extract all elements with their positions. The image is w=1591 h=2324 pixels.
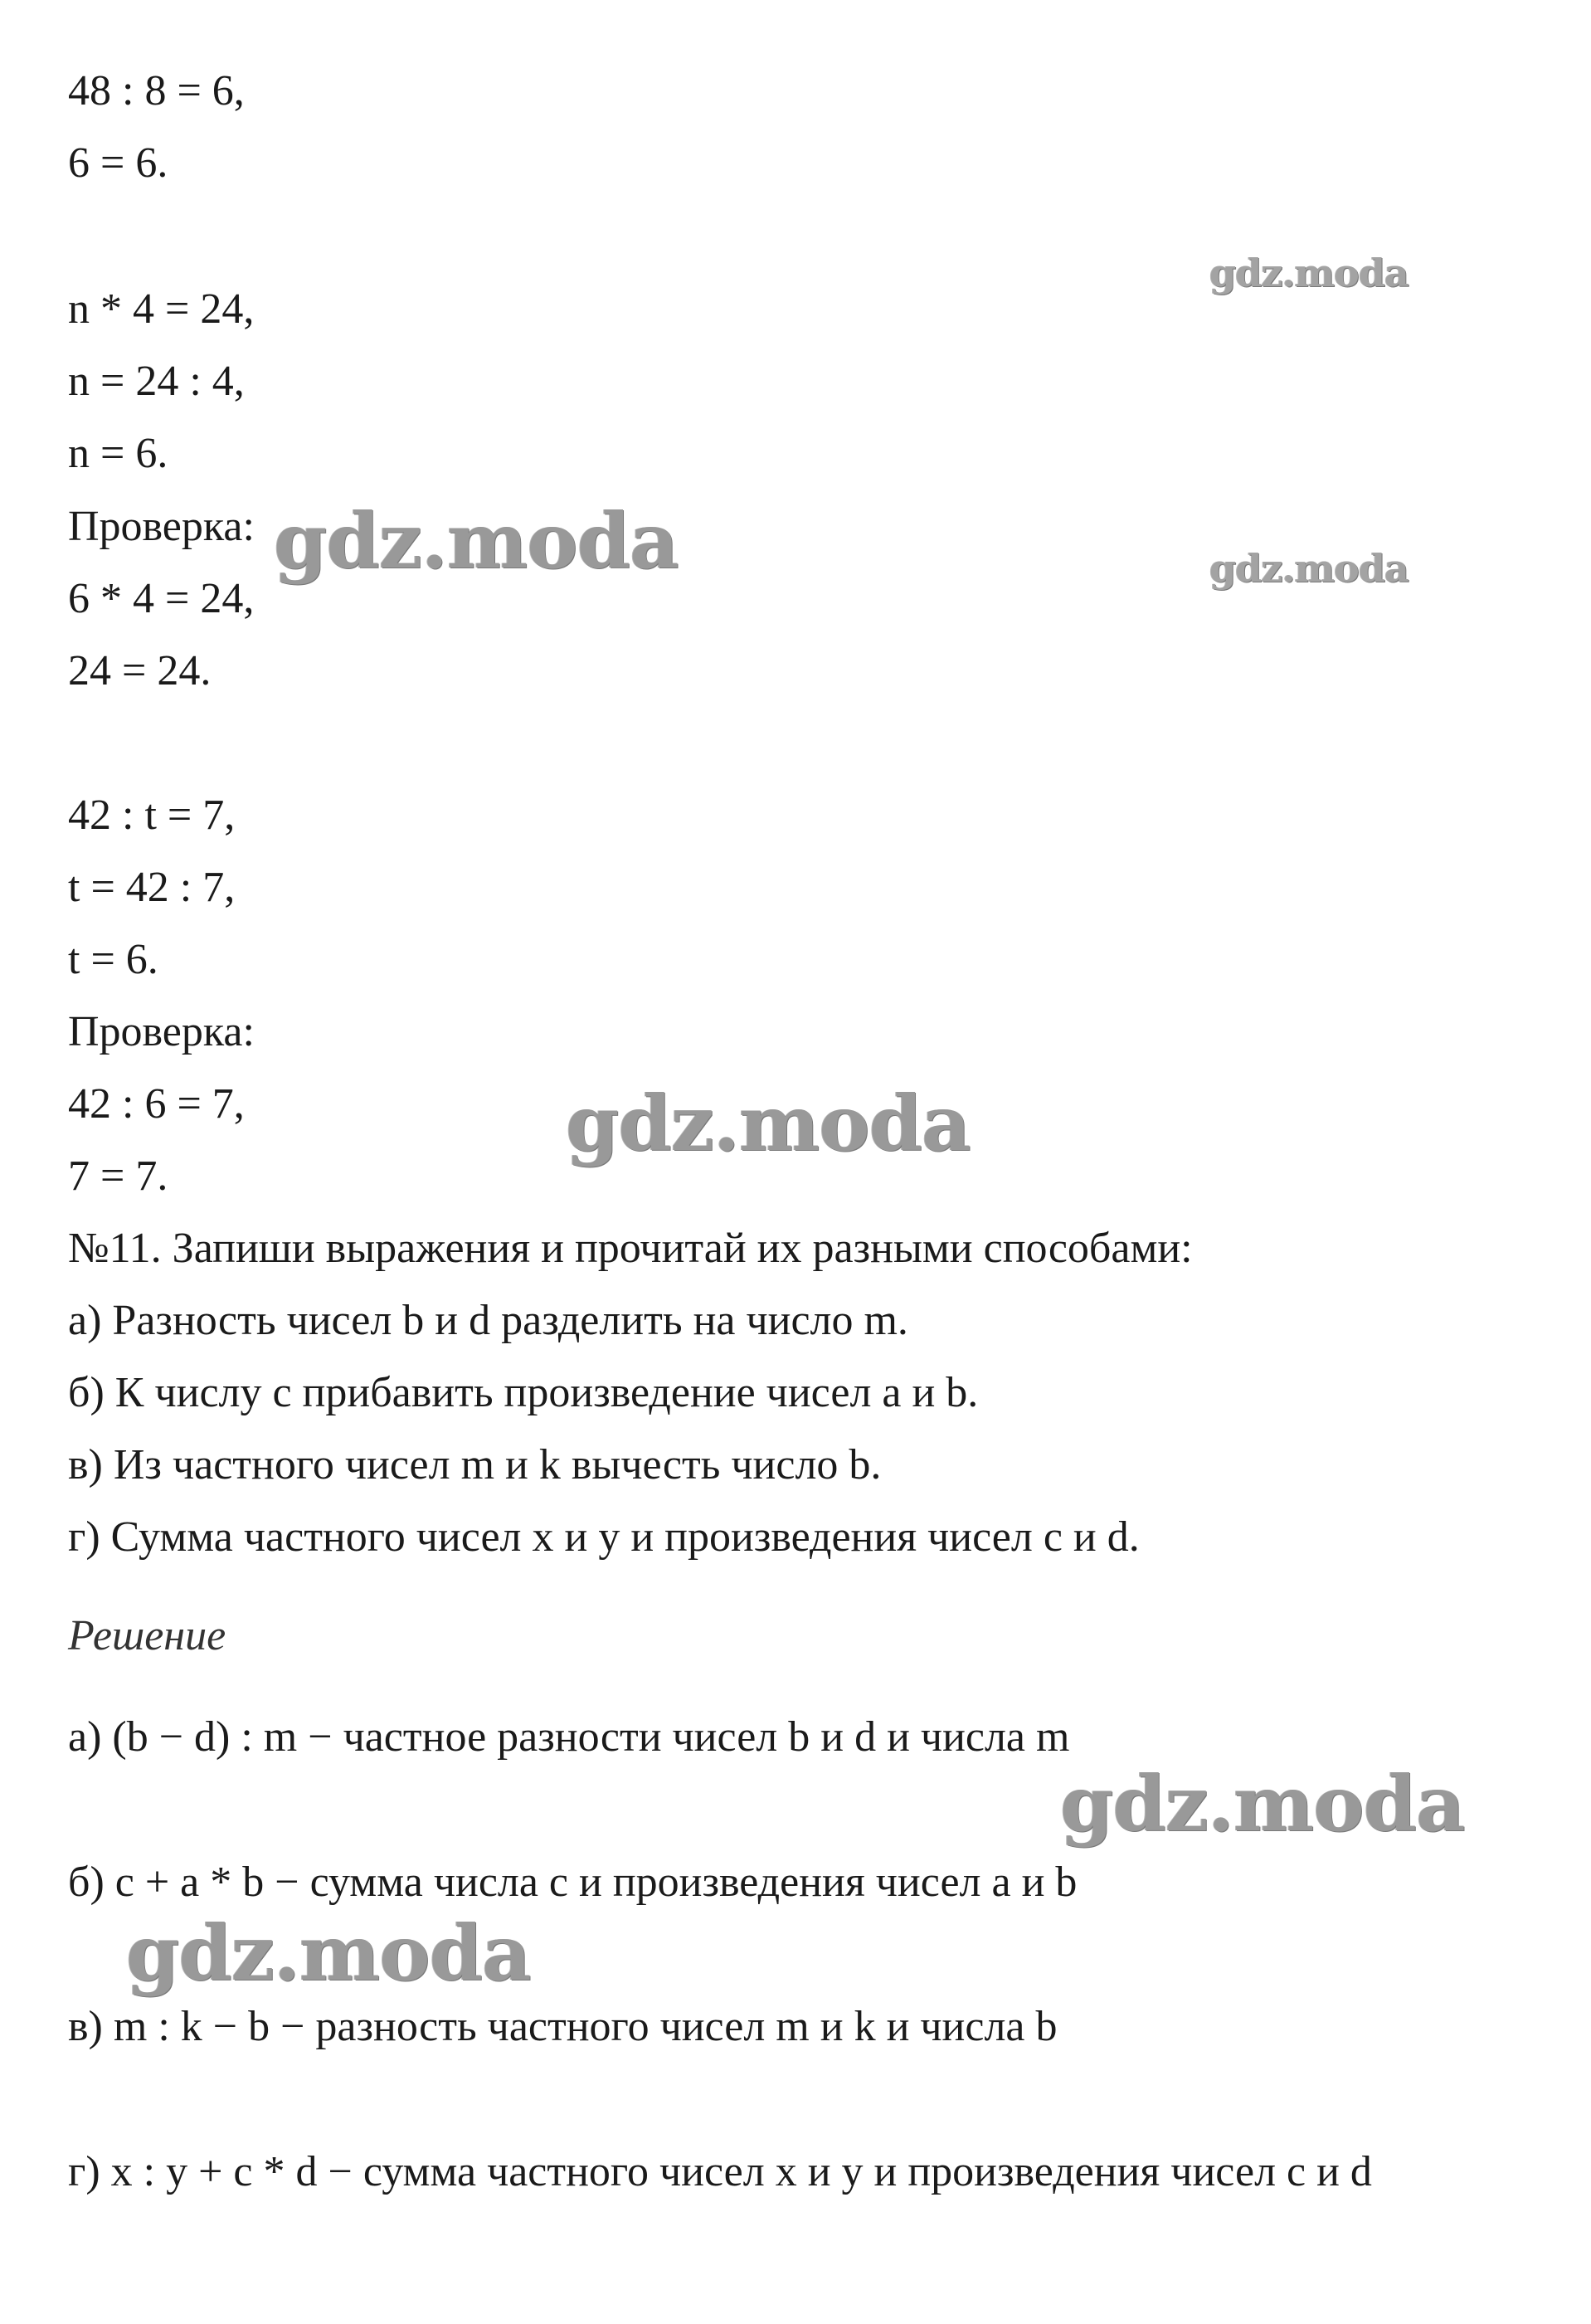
equation-line: t = 6. [68, 936, 158, 983]
task-item: г) Сумма частного чисел x и y и произведения чисел c и d. [68, 1513, 1140, 1561]
watermark: gdz.moda [126, 1908, 531, 1998]
task-item: а) Разность чисел b и d разделить на число m. [68, 1297, 908, 1344]
watermark: gdz.moda [566, 1079, 971, 1168]
watermark: gdz.moda [1209, 251, 1409, 295]
task-heading: №11. Запиши выражения и прочитай их разными способами: [68, 1225, 1193, 1272]
watermark: gdz.moda [1060, 1759, 1465, 1849]
equation-line: 7 = 7. [68, 1152, 168, 1200]
check-label: Проверка: [68, 1008, 255, 1055]
solution-item: в) m : k − b − разность частного чисел m и k и числа b [68, 2003, 1058, 2050]
watermark: gdz.moda [1209, 546, 1409, 591]
watermark: gdz.moda [274, 496, 679, 586]
solution-item: г) x : y + c * d − сумма частного чисел x и y и произведения чисел c и d [68, 2148, 1372, 2195]
equation-line: 42 : t = 7, [68, 792, 236, 839]
solution-heading: Решение [68, 1612, 226, 1659]
equation-line: n = 6. [68, 430, 168, 477]
equation-line: 42 : 6 = 7, [68, 1080, 245, 1128]
equation-line: 6 * 4 = 24, [68, 575, 255, 622]
equation-line: 6 = 6. [68, 139, 168, 187]
task-item: б) К числу с прибавить произведение чисел a и b. [68, 1369, 979, 1416]
solution-item: а) (b − d) : m − частное разности чисел b и d и числа m [68, 1713, 1070, 1761]
equation-line: t = 42 : 7, [68, 864, 236, 911]
check-label: Проверка: [68, 503, 255, 550]
equation-line: 24 = 24. [68, 647, 212, 694]
equation-line: 48 : 8 = 6, [68, 67, 245, 114]
solution-item: б) c + a * b − сумма числа с и произведения чисел a и b [68, 1859, 1078, 1906]
task-item: в) Из частного чисел m и k вычесть число b. [68, 1441, 882, 1488]
equation-line: n * 4 = 24, [68, 285, 255, 333]
equation-line: n = 24 : 4, [68, 358, 245, 405]
